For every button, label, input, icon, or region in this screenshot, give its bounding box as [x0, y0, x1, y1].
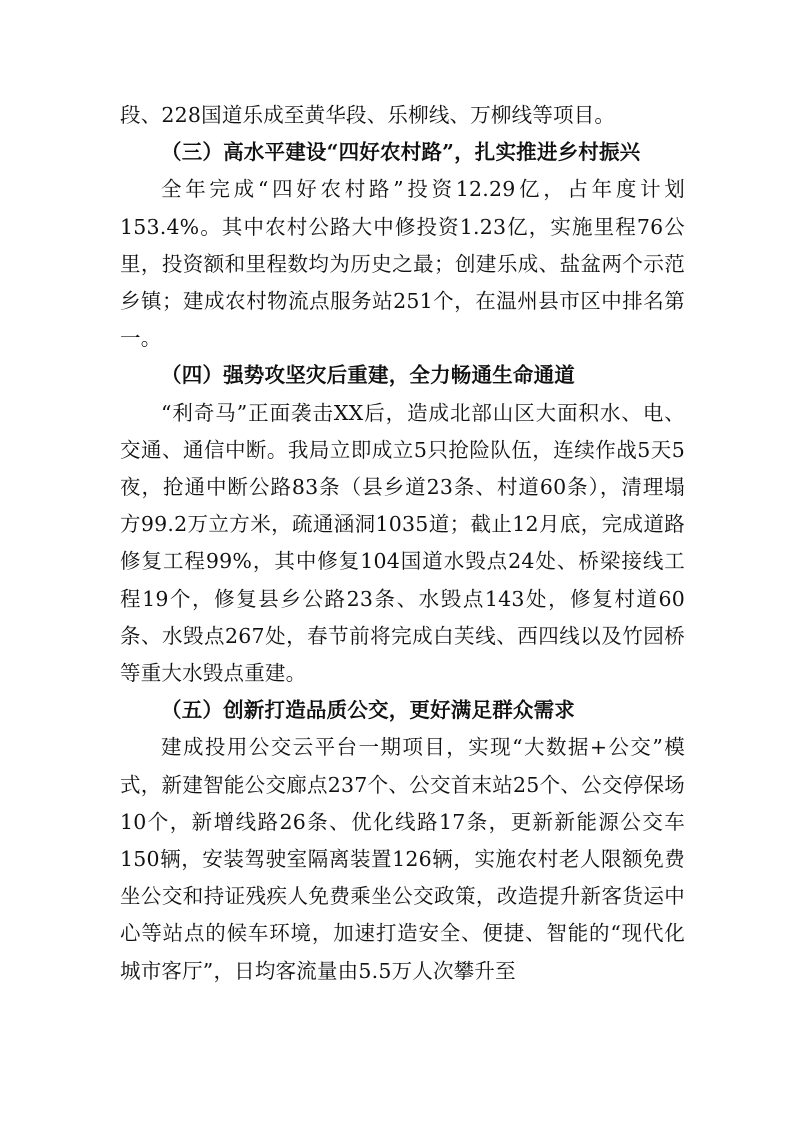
paragraph-continuation: 段、228国道乐成至黄华段、乐柳线、万柳线等项目。 [120, 103, 616, 127]
section-heading-5: （五）创新打造品质公交，更好满足群众需求 [161, 698, 575, 723]
section-heading-3: （三）高水平建设“四好农村路”，扎实推进乡村振兴 [161, 140, 641, 165]
document-body [120, 97, 685, 990]
paragraph-public-transit: 建成投用公交云平台一期项目，实现“大数据+公交”模式，新建智能公交廊点237个、公交首末站25个、公交停保场10个，新增线路26条、优化线路17条，更新新能源公交车150辆，安装驾驶室隔离装置126辆，实施农村老人限额免费坐公交和持证残疾人免费乘坐公交政策，改造提升新客货运中心等站点的候车环境，加速打造安全、便捷、智能的“现代化城市客厅”，日均客流量由5.5万人次攀升至 [120, 735, 685, 983]
paragraph-rural-roads: 全年完成“四好农村路”投资12.29亿，占年度计划153.4%。其中农村公路大中修投资1.23亿，实施里程76公里，投资额和里程数均为历史之最；创建乐成、盐盆两个示范乡镇；建成农村物流点服务站251个，在温州县市区中排名第一。 [120, 177, 685, 351]
section-heading-4: （四）强势攻坚灾后重建，全力畅通生命通道 [161, 363, 575, 388]
paragraph-disaster-rebuild: “利奇马”正面袭击XX后，造成北部山区大面积水、电、交通、通信中断。我局立即成立5只抢险队伍，连续作战5天5夜，抢通中断公路83条（县乡道23条、村道60条），清理塌方99.2万立方米，疏通涵洞1035道；截止12月底，完成道路修复工程99%，其中修复104国道水毁点24处、桥梁接线工程19个，修复县乡公路23条、水毁点143处，修复村道60条、水毁点267处，春节前将完成白芙线、西四线以及竹园桥等重大水毁点重建。 [120, 400, 685, 686]
